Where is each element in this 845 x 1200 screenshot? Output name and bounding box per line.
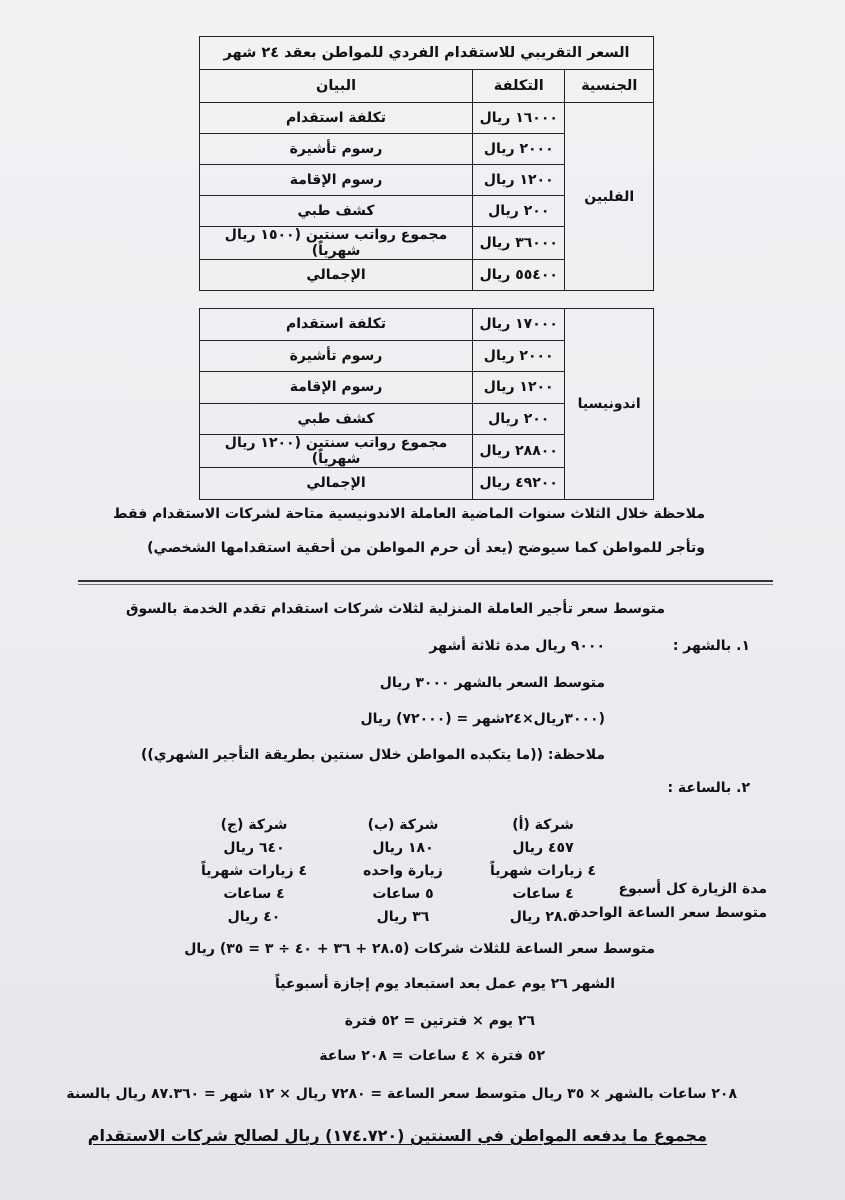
calc-line-3: ٢٦ يوم × فترتين = ٥٢ فترة xyxy=(344,1013,535,1029)
header-item: البيان xyxy=(200,70,473,103)
item-cell: رسوم تأشيرة xyxy=(200,340,473,372)
company-value: ٤ ساعات xyxy=(223,886,285,902)
cost-cell: ٢٠٠٠ ريال xyxy=(473,340,565,372)
company-value: ٤٠ ريال xyxy=(227,909,281,925)
nationality-cell: الفلبين xyxy=(565,103,654,291)
item-cell: رسوم تأشيرة xyxy=(200,134,473,165)
item-cell: الإجمالي xyxy=(200,260,473,291)
item-cell: الإجمالي xyxy=(200,468,473,500)
row-label-hourly-rate: متوسط سعر الساعة الواحدة xyxy=(572,905,767,921)
company-value: ٤٥٧ ريال xyxy=(512,840,574,856)
philippines-cost-table xyxy=(199,36,654,291)
cost-cell: ٢٨٨٠٠ ريال xyxy=(473,435,565,468)
cost-cell: ٢٠٠ ريال xyxy=(473,196,565,227)
calc-line-5: ٢٠٨ ساعات بالشهر × ٣٥ ريال متوسط سعر الساعة = ٧٢٨٠ ريال × ١٢ شهر = ٨٧.٣٦٠ ريال بالسنة xyxy=(66,1086,737,1102)
table-row xyxy=(200,309,654,341)
nationality-cell: اندونيسيا xyxy=(565,309,654,500)
company-value: ٤ زيارات شهرياً xyxy=(489,863,597,879)
monthly-note: ملاحظة: ((ما يتكبده المواطن خلال سنتين بطريقة التأجير الشهري)) xyxy=(140,747,605,763)
section-heading: متوسط سعر تأجير العاملة المنزلية لثلاث شركات استقدام تقدم الخدمة بالسوق xyxy=(126,601,665,617)
table-row xyxy=(200,103,654,134)
cost-cell: ١٦٠٠٠ ريال xyxy=(473,103,565,134)
monthly-line-1: ٩٠٠٠ ريال مدة ثلاثة أشهر xyxy=(429,638,605,654)
cost-cell: ١٢٠٠ ريال xyxy=(473,165,565,196)
item-cell: تكلفة استقدام xyxy=(200,309,473,341)
company-value: ٥ ساعات xyxy=(372,886,434,902)
cost-cell: ٢٠٠ ريال xyxy=(473,403,565,435)
cost-cell: ٢٠٠٠ ريال xyxy=(473,134,565,165)
item-cell: رسوم الإقامة xyxy=(200,372,473,404)
indonesia-cost-table xyxy=(199,308,654,500)
company-b-column xyxy=(338,814,468,929)
company-c-column xyxy=(184,814,324,929)
table-title: السعر التقريبي للاستقدام الفردي للمواطن بعقد ٢٤ شهر xyxy=(200,37,654,70)
company-value: ٢٨.٥ ريال xyxy=(509,909,577,925)
divider xyxy=(78,584,773,585)
item-cell: كشف طبي xyxy=(200,403,473,435)
cost-cell: ١٧٠٠٠ ريال xyxy=(473,309,565,341)
company-value: ١٨٠ ريال xyxy=(372,840,434,856)
calc-line-4: ٥٢ فترة × ٤ ساعات = ٢٠٨ ساعة xyxy=(319,1048,545,1064)
row-label-visit-duration: مدة الزيارة كل أسبوع xyxy=(618,881,767,897)
company-value: ٤ زيارات شهرياً xyxy=(200,863,308,879)
note-line-2: وتأجر للمواطن كما سيوضح (يعد أن حرم المواطن من أحقية استقدامها الشخصي) xyxy=(147,540,705,556)
header-nationality: الجنسية xyxy=(565,70,654,103)
company-value: ٣٦ ريال xyxy=(376,909,430,925)
item-cell: رسوم الإقامة xyxy=(200,165,473,196)
item-cell: مجموع رواتب سنتين (١٢٠٠ ريال شهرياً) xyxy=(200,435,473,468)
cost-cell: ١٢٠٠ ريال xyxy=(473,372,565,404)
cost-cell: ٤٩٢٠٠ ريال xyxy=(473,468,565,500)
company-value: ٦٤٠ ريال xyxy=(223,840,285,856)
hourly-label: ٢. بالساعة : xyxy=(667,780,750,796)
cost-cell: ٣٦٠٠٠ ريال xyxy=(473,227,565,260)
company-name: شركة (ب) xyxy=(367,817,439,833)
header-cost: التكلفة xyxy=(473,70,565,103)
company-value: زيارة واحده xyxy=(363,863,443,879)
calc-line-2: الشهر ٢٦ يوم عمل بعد استبعاد يوم إجازة أسبوعياً xyxy=(274,976,615,992)
divider xyxy=(78,580,773,582)
note-line-1: ملاحظة خلال الثلاث سنوات الماضية العاملة الاندونيسية متاحة لشركات الاستقدام فقط xyxy=(113,506,705,522)
item-cell: كشف طبي xyxy=(200,196,473,227)
monthly-line-3: (٣٠٠٠ريال×٢٤شهر = (٧٢٠٠٠) ريال xyxy=(360,711,605,727)
monthly-line-2: متوسط السعر بالشهر ٣٠٠٠ ريال xyxy=(379,675,605,691)
item-cell: مجموع رواتب سنتين (١٥٠٠ ريال شهرياً) xyxy=(200,227,473,260)
company-name: شركة (ج) xyxy=(220,817,288,833)
monthly-label: ١. بالشهر : xyxy=(672,638,750,654)
total-summary: مجموع ما يدفعه المواطن في السنتين (١٧٤.٧٢٠) ريال لصالح شركات الاستقدام xyxy=(87,1126,707,1145)
cost-cell: ٥٥٤٠٠ ريال xyxy=(473,260,565,291)
item-cell: تكلفة استقدام xyxy=(200,103,473,134)
calc-line-1: متوسط سعر الساعة للثلاث شركات (٢٨.٥ + ٣٦ + ٤٠ ÷ ٣ = ٣٥) ريال xyxy=(184,941,655,957)
company-name: شركة (أ) xyxy=(512,817,574,833)
company-value: ٤ ساعات xyxy=(512,886,574,902)
